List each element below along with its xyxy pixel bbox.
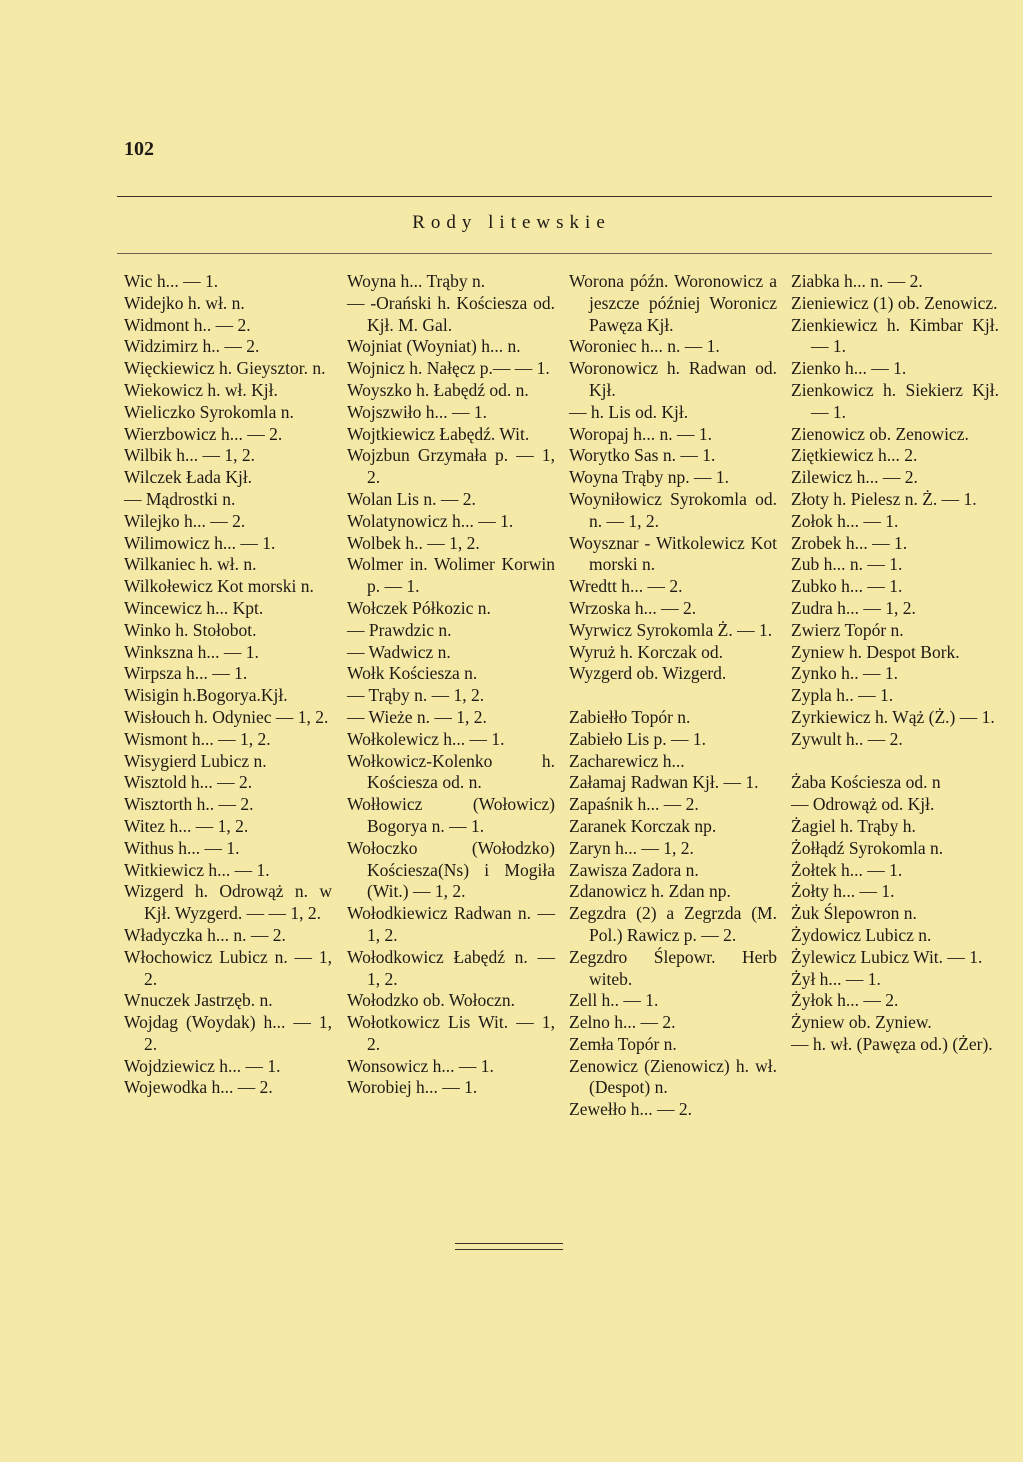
surname-entry: Władyczka h... n. — 2. bbox=[124, 924, 286, 945]
surname-entry: Wołczek Półkozic n. bbox=[347, 597, 491, 618]
surname-entry: Wołodkowicz Łabędź n. — 1, 2. bbox=[347, 946, 555, 989]
surname-entry: Wyzgerd ob. Wizgerd. bbox=[569, 663, 727, 684]
surname-entry: Wolbek h.. — 1, 2. bbox=[347, 532, 480, 553]
surname-entry: Wisłouch h. Odyniec — 1, 2. bbox=[124, 706, 329, 727]
surname-entry: Woyszko h. Łabędź od. n. bbox=[347, 379, 529, 400]
surname-entry: Zemła Topór n. bbox=[569, 1033, 677, 1054]
surname-entry: Wilejko h... — 2. bbox=[124, 510, 246, 531]
entry-columns bbox=[124, 271, 1000, 1211]
surname-entry: Zrobek h... — 1. bbox=[791, 532, 908, 553]
surname-entry: Żaba Kościesza od. n bbox=[791, 772, 941, 793]
surname-entry: Wojdziewicz h... — 1. bbox=[124, 1055, 281, 1076]
surname-entry: Żyniew ob. Zyniew. bbox=[791, 1012, 932, 1033]
surname-entry: Wiekowicz h. wł. Kjł. bbox=[124, 379, 278, 400]
surname-entry: Woyniłowicz Syrokomla od. n. — 1, 2. bbox=[569, 488, 777, 531]
surname-entry: Wojnicz h. Nałęcz p.— — 1. bbox=[347, 358, 550, 379]
footer-rule-lower bbox=[455, 1249, 563, 1250]
surname-entry: Wolmer in. Wolimer Korwin p. — 1. bbox=[347, 554, 555, 597]
surname-entry: Withus h... — 1. bbox=[124, 837, 240, 858]
column-3 bbox=[569, 271, 777, 1121]
surname-entry: Zelno h... — 2. bbox=[569, 1012, 676, 1033]
surname-entry: Żołłądź Syrokomla n. bbox=[791, 837, 944, 858]
surname-entry: Winkszna h... — 1. bbox=[124, 641, 259, 662]
surname-entry: Winko h. Stołobot. bbox=[124, 619, 257, 640]
surname-entry: Zynko h.. — 1. bbox=[791, 663, 898, 684]
header-rule-bottom bbox=[117, 253, 992, 254]
surname-entry: Worona późn. Woronowicz a jeszcze później Woronicz Pawęza Kjł. bbox=[569, 271, 777, 335]
surname-entry: Wincewicz h... Kpt. bbox=[124, 597, 264, 618]
surname-entry: Woysznar - Witkolewicz Kot morski n. bbox=[569, 532, 777, 575]
surname-entry: — -Orański h. Kościesza od. Kjł. M. Gal. bbox=[347, 292, 555, 335]
surname-entry: Wisztold h... — 2. bbox=[124, 772, 253, 793]
surname-entry: Zabieło Lis p. — 1. bbox=[569, 728, 707, 749]
surname-entry: Zub h... n. — 1. bbox=[791, 554, 903, 575]
surname-entry: Wyruż h. Korczak od. bbox=[569, 641, 723, 662]
surname-entry: Wojniat (Woyniat) h... n. bbox=[347, 336, 521, 357]
surname-entry: Zilewicz h... — 2. bbox=[791, 467, 918, 488]
surname-entry: Wojdag (Woydak) h... — 1, 2. bbox=[124, 1012, 332, 1054]
surname-entry: Zywult h.. — 2. bbox=[791, 728, 903, 749]
running-header: Rody litewskie bbox=[412, 212, 611, 233]
surname-entry: Zaryn h... — 1, 2. bbox=[569, 837, 694, 858]
surname-entry: Woronowicz h. Radwan od. Kjł. bbox=[569, 358, 777, 400]
surname-entry: Zawisza Zadora n. bbox=[569, 859, 699, 880]
surname-entry: Zudra h... — 1, 2. bbox=[791, 597, 916, 618]
surname-entry: Witkiewicz h... — 1. bbox=[124, 859, 270, 880]
surname-entry: Zegzdra (2) a Zegrzda (M. Pol.) Rawicz p. — 2. bbox=[569, 903, 777, 945]
surname-entry: Złoty h. Pielesz n. Ż. — 1. bbox=[791, 488, 977, 509]
surname-entry: — Mądrostki n. bbox=[124, 488, 236, 509]
surname-entry: Zacharewicz h... bbox=[569, 750, 685, 771]
surname-entry: — Prawdzic n. bbox=[347, 619, 452, 640]
surname-entry: Zubko h... — 1. bbox=[791, 576, 903, 597]
surname-entry: Wojszwiło h... — 1. bbox=[347, 401, 488, 422]
surname-entry: Widzimirz h.. — 2. bbox=[124, 336, 260, 357]
column-1 bbox=[124, 271, 332, 1099]
surname-entry: Zenowicz (Zienowicz) h. wł. (Despot) n. bbox=[569, 1055, 777, 1098]
surname-entry: Ziętkiewicz h... 2. bbox=[791, 445, 918, 466]
surname-entry: Żył h... — 1. bbox=[791, 968, 881, 989]
surname-entry: Wołłowicz (Wołowicz) Bogorya n. — 1. bbox=[347, 794, 555, 836]
header-rule-top bbox=[117, 196, 992, 197]
surname-entry: Wołodkiewicz Radwan n. — 1, 2. bbox=[347, 903, 555, 945]
surname-entry: — h. Lis od. Kjł. bbox=[569, 401, 689, 422]
surname-entry: Zienowicz ob. Zenowicz. bbox=[791, 423, 969, 444]
surname-entry: Zell h.. — 1. bbox=[569, 990, 659, 1011]
surname-entry: Zwierz Topór n. bbox=[791, 619, 904, 640]
section-gap bbox=[791, 751, 999, 773]
surname-entry: Wilimowicz h... — 1. bbox=[124, 532, 276, 553]
surname-entry: — Trąby n. — 1, 2. bbox=[347, 685, 485, 706]
surname-entry: Wredtt h... — 2. bbox=[569, 576, 683, 597]
surname-entry: Wirpsza h... — 1. bbox=[124, 663, 248, 684]
surname-entry: Wierzbowicz h... — 2. bbox=[124, 423, 283, 444]
page-number: 102 bbox=[124, 138, 154, 160]
surname-entry: Wizgerd h. Odrowąż n. w Kjł. Wyzgerd. — — 1, 2. bbox=[124, 881, 332, 924]
surname-entry: Żagiel h. Trąby h. bbox=[791, 815, 916, 836]
surname-entry: Zewełło h... — 2. bbox=[569, 1099, 692, 1120]
surname-entry: Wonsowicz h... — 1. bbox=[347, 1055, 494, 1076]
surname-entry: Wolatynowicz h... — 1. bbox=[347, 510, 514, 531]
surname-entry: Wrzoska h... — 2. bbox=[569, 597, 697, 618]
surname-entry: Żylewicz Lubicz Wit. — 1. bbox=[791, 946, 983, 967]
surname-entry: Wilczek Łada Kjł. bbox=[124, 467, 253, 488]
surname-entry: Wojewodka h... — 2. bbox=[124, 1077, 273, 1098]
surname-entry: Żyłok h... — 2. bbox=[791, 990, 899, 1011]
surname-entry: Wieliczko Syrokomla n. bbox=[124, 401, 294, 422]
surname-entry: Woropaj h... n. — 1. bbox=[569, 423, 712, 444]
surname-entry: — Wadwicz n. bbox=[347, 641, 451, 662]
surname-entry: Woroniec h... n. — 1. bbox=[569, 336, 720, 357]
surname-entry: Wołotkowicz Lis Wit. — 1, 2. bbox=[347, 1012, 555, 1054]
surname-entry: Widejko h. wł. n. bbox=[124, 292, 245, 313]
surname-entry: Żołty h... — 1. bbox=[791, 881, 895, 902]
surname-entry: Wilbik h... — 1, 2. bbox=[124, 445, 256, 466]
surname-entry: Żołtek h... — 1. bbox=[791, 859, 903, 880]
surname-entry: Załamaj Radwan Kjł. — 1. bbox=[569, 772, 759, 793]
surname-entry: Wisztorth h.. — 2. bbox=[124, 794, 254, 815]
surname-entry: Zienkowicz h. Siekierz Kjł. — 1. bbox=[791, 379, 999, 422]
surname-entry: Włochowicz Lubicz n. — 1, 2. bbox=[124, 946, 332, 989]
section-gap bbox=[569, 685, 777, 707]
surname-entry: Wisigin h.Bogorya.Kjł. bbox=[124, 685, 288, 706]
column-2 bbox=[347, 271, 555, 1099]
surname-entry: Zdanowicz h. Zdan np. bbox=[569, 881, 731, 902]
surname-entry: — h. wł. (Pawęza od.) (Żer). bbox=[791, 1033, 993, 1054]
surname-entry: Wolan Lis n. — 2. bbox=[347, 488, 476, 509]
surname-entry: Wołkolewicz h... — 1. bbox=[347, 728, 505, 749]
surname-entry: Zabiełło Topór n. bbox=[569, 706, 691, 727]
footer-rule-upper bbox=[455, 1243, 563, 1244]
surname-entry: Wołk Kościesza n. bbox=[347, 663, 478, 684]
surname-entry: Wnuczek Jastrzęb. n. bbox=[124, 990, 273, 1011]
surname-entry: Zyniew h. Despot Bork. bbox=[791, 641, 960, 662]
surname-entry: Zieniewicz (1) ob. Zenowicz. bbox=[791, 292, 998, 313]
surname-entry: Żuk Ślepowron n. bbox=[791, 903, 917, 924]
surname-entry: Zypla h.. — 1. bbox=[791, 685, 894, 706]
surname-entry: — Wieże n. — 1, 2. bbox=[347, 706, 487, 727]
surname-entry: Zapaśnik h... — 2. bbox=[569, 794, 699, 815]
surname-entry: Woyna h... Trąby n. bbox=[347, 271, 486, 291]
surname-entry: Więckiewicz h. Gieysztor. n. bbox=[124, 358, 326, 379]
surname-entry: Zegzdro Ślepowr. Herb witeb. bbox=[569, 946, 777, 989]
surname-entry: Wisygierd Lubicz n. bbox=[124, 750, 267, 771]
surname-entry: Woyna Trąby np. — 1. bbox=[569, 467, 729, 488]
surname-entry: Wojtkiewicz Łabędź. Wit. bbox=[347, 423, 530, 444]
surname-entry: Wołkowicz-Kolenko h. Kościesza od. n. bbox=[347, 750, 555, 793]
surname-entry: Wyrwicz Syrokomla Ż. — 1. bbox=[569, 619, 773, 640]
surname-entry: Wilkołewicz Kot morski n. bbox=[124, 576, 314, 597]
surname-entry: Zaranek Korczak np. bbox=[569, 815, 717, 836]
surname-entry: Ziabka h... n. — 2. bbox=[791, 271, 923, 291]
surname-entry: Wołoczko (Wołodzko) Kościesza(Ns) i Mogiła (Wit.) — 1, 2. bbox=[347, 837, 555, 902]
surname-entry: Wic h... — 1. bbox=[124, 271, 219, 291]
surname-entry: Wojzbun Grzymała p. — 1, 2. bbox=[347, 445, 555, 488]
surname-entry: Wołodzko ob. Wołoczn. bbox=[347, 990, 515, 1011]
surname-entry: Widmont h.. — 2. bbox=[124, 314, 251, 335]
surname-entry: Witez h... — 1, 2. bbox=[124, 815, 249, 836]
surname-entry: Worytko Sas n. — 1. bbox=[569, 445, 716, 466]
surname-entry: Zienkiewicz h. Kimbar Kjł. — 1. bbox=[791, 314, 999, 357]
surname-entry: Zienko h... — 1. bbox=[791, 358, 907, 379]
surname-entry: Zyrkiewicz h. Wąż (Ż.) — 1. bbox=[791, 706, 995, 727]
surname-entry: Worobiej h... — 1. bbox=[347, 1077, 478, 1098]
surname-entry: Wilkaniec h. wł. n. bbox=[124, 554, 257, 575]
surname-entry: — Odrowąż od. Kjł. bbox=[791, 794, 935, 815]
surname-entry: Wismont h... — 1, 2. bbox=[124, 728, 271, 749]
surname-entry: Żydowicz Lubicz n. bbox=[791, 924, 932, 945]
column-4 bbox=[791, 271, 999, 1056]
surname-entry: Zołok h... — 1. bbox=[791, 510, 899, 531]
